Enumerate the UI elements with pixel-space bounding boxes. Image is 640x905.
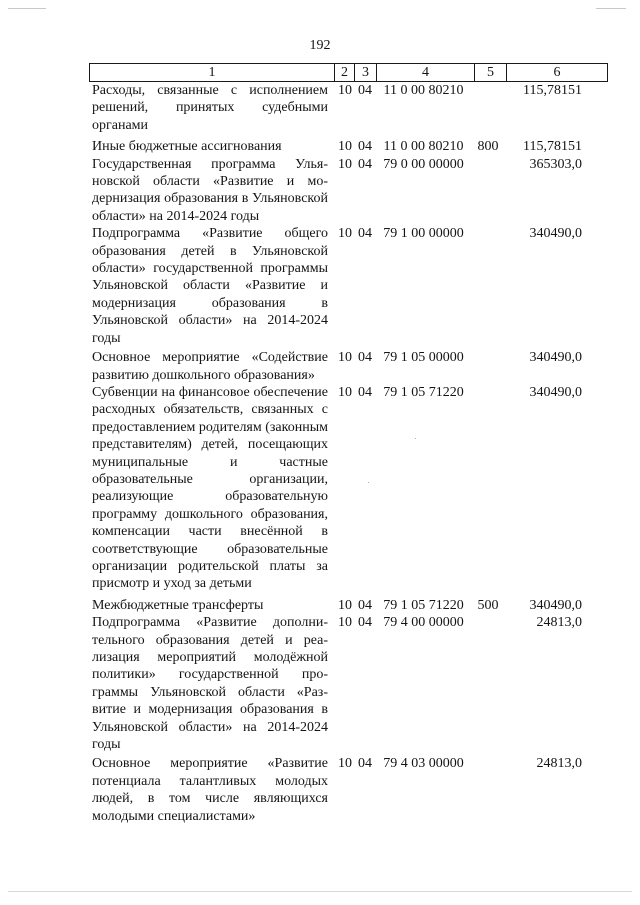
- row-target-code: 11 0 00 80210: [383, 139, 464, 155]
- row-section: 10: [338, 384, 352, 400]
- scan-artifact-top-left: [8, 8, 46, 9]
- row-target-code: 79 1 05 00000: [383, 350, 464, 366]
- row-name: Подпрограмма «Развитие общего образования детей в Ульяновской области» государственной программы Ульяновской области «Развитие и модернизация образования в Ульяновской области» на 2014-2024 годы: [92, 226, 328, 346]
- row-subsection: 04: [358, 139, 372, 155]
- row-name: Подпрограмма «Развитие дополнительного образования детей и реализация мероприятий молодёжной политики» государственной программы Ульяновской области «Развитие и модернизация образования в Ульяновской области» на 2014-2024 годы: [92, 615, 328, 753]
- row-target-code: 79 1 00 00000: [383, 226, 464, 242]
- row-amount: 115,78151: [523, 139, 582, 155]
- row-expense-type: [472, 82, 504, 134]
- page-number: 192: [309, 38, 331, 53]
- table-header: [89, 63, 608, 82]
- row-subsection: 04: [358, 615, 372, 631]
- row-section: 10: [338, 139, 352, 155]
- header-col-4: 4: [377, 64, 475, 81]
- row-amount: 340490,0: [529, 384, 582, 400]
- table-row: [92, 82, 608, 134]
- row-expense-type: [472, 225, 504, 347]
- row-target-code: 11 0 00 80210: [383, 83, 464, 98]
- row-section: 10: [338, 226, 352, 242]
- table-row: [92, 755, 608, 825]
- row-section: 10: [338, 156, 352, 172]
- row-amount: 115,78151: [523, 83, 582, 98]
- row-subsection: 04: [358, 384, 372, 400]
- header-col-6: 6: [553, 65, 561, 80]
- row-subsection: 04: [358, 756, 372, 772]
- row-name: Государственная программа Ульяновской области «Развитие и модернизация образования в Ульяновской области» на 2014-2024 годы: [92, 156, 328, 224]
- row-expense-type: [472, 349, 504, 384]
- row-target-code: 79 1 05 71220: [383, 597, 464, 613]
- header-col-2: 2: [335, 64, 355, 81]
- row-section: 10: [338, 83, 352, 98]
- row-subsection: 04: [358, 83, 372, 98]
- row-amount: 24813,0: [536, 756, 582, 772]
- table-row: [92, 156, 608, 226]
- budget-table-body: [92, 82, 608, 825]
- row-name: Субвенции на финансовое обеспечение расходных обязательств, связанных с предоставлением родителям (законным представителям) детей, посещающих муниципальные и частные образовательные организации, реализующие образовательную программу дошкольного образования, компенсации части внесённой в соответствующие образовательные организации родительской платы за присмотр и уход за детьми: [92, 384, 328, 592]
- row-subsection: 04: [358, 350, 372, 366]
- table-row: [92, 614, 608, 753]
- table-row: [92, 138, 608, 155]
- header-col-3: 3: [355, 64, 377, 81]
- row-expense-type: 500: [477, 597, 499, 613]
- row-target-code: 79 4 03 00000: [383, 756, 464, 772]
- scan-artifact-bottom: [8, 891, 632, 892]
- row-target-code: 79 1 05 71220: [383, 384, 464, 400]
- row-amount: 340490,0: [529, 597, 582, 613]
- row-name: Основное мероприятие «Содействие развитию дошкольного образования»: [92, 350, 328, 383]
- row-section: 10: [338, 597, 352, 613]
- row-expense-type: 800: [477, 139, 499, 155]
- row-name: Расходы, связанные с исполнением решений, принятых судебными органами: [92, 83, 328, 133]
- row-amount: 24813,0: [536, 615, 582, 631]
- row-subsection: 04: [358, 597, 372, 613]
- table-row: [92, 597, 608, 614]
- scan-artifact-top-right: [596, 8, 626, 9]
- row-subsection: 04: [358, 156, 372, 172]
- row-section: 10: [338, 615, 352, 631]
- row-section: 10: [338, 350, 352, 366]
- row-name: Иные бюджетные ассигнования: [92, 139, 282, 155]
- row-expense-type: [472, 755, 504, 825]
- table-row: [92, 349, 608, 384]
- row-target-code: 79 0 00 00000: [383, 156, 464, 172]
- row-amount: 340490,0: [529, 226, 582, 242]
- row-expense-type: [472, 156, 504, 226]
- row-amount: 365303,0: [529, 156, 582, 172]
- header-col-5: 5: [475, 64, 507, 81]
- table-row: [92, 384, 608, 593]
- row-expense-type: [472, 614, 504, 753]
- row-subsection: 04: [358, 226, 372, 242]
- row-expense-type: [472, 384, 504, 593]
- row-name: Основное мероприятие «Развитие потенциала талантливых молодых людей, в том числе являющихся молодыми специалистами»: [92, 756, 328, 824]
- row-name: Межбюджетные трансферты: [92, 597, 264, 613]
- row-section: 10: [338, 756, 352, 772]
- row-target-code: 79 4 00 00000: [383, 615, 464, 631]
- table-row: [92, 225, 608, 347]
- header-col-1: 1: [90, 64, 335, 81]
- row-amount: 340490,0: [529, 350, 582, 366]
